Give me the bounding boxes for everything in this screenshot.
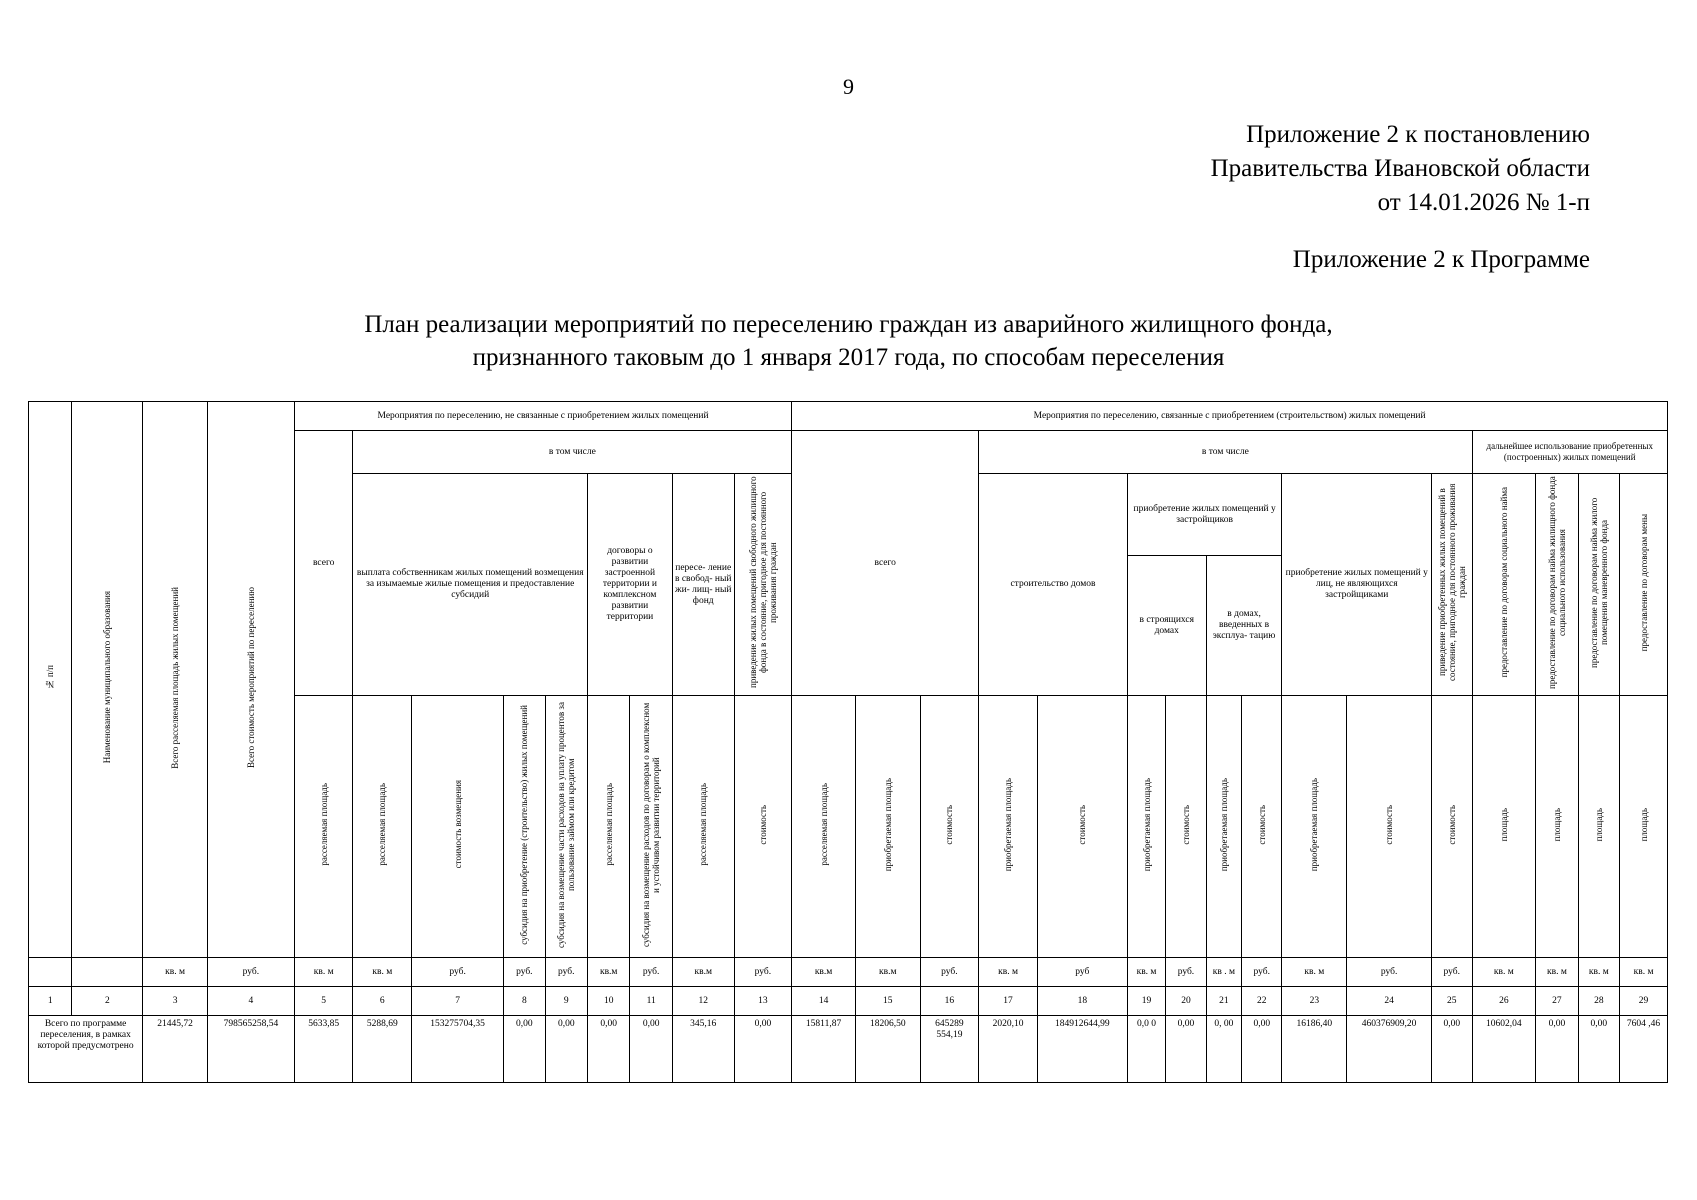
header-number: № п/п <box>29 402 72 958</box>
units-cell: руб. <box>1432 958 1472 987</box>
table-cell: 2020,10 <box>979 1016 1038 1083</box>
purchase-from-developers: приобретение жилых помещений у застройщиков <box>1127 474 1282 556</box>
table-cell: 0,00 <box>1578 1016 1619 1083</box>
units-cell: кв. м <box>1127 958 1165 987</box>
column-numbers-row <box>29 987 1668 1016</box>
document-title <box>0 308 1697 374</box>
sub-header-16: стоимость <box>920 696 979 958</box>
table-cell: 0,00 <box>504 1016 545 1083</box>
approval-line-2: Правительства Ивановской области <box>1210 155 1590 182</box>
exchange: предоставление по договорам мены <box>1620 474 1668 696</box>
approval-block <box>1211 118 1590 220</box>
header-municipality: Наименование муниципального образования <box>72 402 143 958</box>
units-cell: кв.м <box>792 958 856 987</box>
units-cell: руб. <box>630 958 672 987</box>
col-number: 29 <box>1620 987 1668 1016</box>
table-cell: 5633,85 <box>294 1016 353 1083</box>
units-cell: руб. <box>920 958 979 987</box>
table-cell: 0,00 <box>734 1016 792 1083</box>
bring-purchased-to-state: приведение приобретенных жилых помещений в состояние, пригодное для постоянного проживания граждан <box>1432 474 1472 696</box>
group-not-related: Мероприятия по переселению, не связанные с приобретением жилых помещений <box>294 402 791 431</box>
col-number: 25 <box>1432 987 1472 1016</box>
col-number: 12 <box>672 987 734 1016</box>
col-number: 10 <box>587 987 629 1016</box>
units-cell: руб. <box>545 958 587 987</box>
units-cell: руб <box>1037 958 1127 987</box>
sub-header-18: стоимость <box>1037 696 1127 958</box>
col-number: 27 <box>1536 987 1578 1016</box>
sub-header-22: стоимость <box>1242 696 1282 958</box>
col-number: 2 <box>72 987 143 1016</box>
units-cell: руб. <box>734 958 792 987</box>
table-cell: 21445,72 <box>143 1016 208 1083</box>
col-number: 19 <box>1127 987 1165 1016</box>
approval-line-3: от 14.01.2026 № 1-п <box>1377 189 1590 216</box>
sub-header-17: приобретаемая площадь <box>979 696 1038 958</box>
table-cell: 5288,69 <box>353 1016 412 1083</box>
units-cell: кв . м <box>1206 958 1241 987</box>
sub-header-20: стоимость <box>1166 696 1206 958</box>
sub-header-24: стоимость <box>1347 696 1432 958</box>
units-cell: кв. м <box>353 958 412 987</box>
sub-header-13: стоимость <box>734 696 792 958</box>
sub-header-29: площадь <box>1620 696 1668 958</box>
further-use: дальнейшее использование приобретенных (построенных) жилых помещений <box>1472 431 1668 474</box>
in-building: в строящихся домах <box>1127 556 1206 696</box>
col-number: 21 <box>1206 987 1241 1016</box>
col-number: 4 <box>207 987 294 1016</box>
units-cell: кв. м <box>1472 958 1536 987</box>
col-number: 18 <box>1037 987 1127 1016</box>
sub-header-8: субсидия на приобретение (строительство) жилых помещений <box>504 696 545 958</box>
col-number: 26 <box>1472 987 1536 1016</box>
col-number: 20 <box>1166 987 1206 1016</box>
sub-header-28: площадь <box>1578 696 1619 958</box>
title-line-2: признанного таковым до 1 января 2017 года, по способам переселения <box>472 344 1225 371</box>
units-cell: кв.м <box>855 958 920 987</box>
col-number: 22 <box>1242 987 1282 1016</box>
table-cell: 18206,50 <box>855 1016 920 1083</box>
units-cell <box>72 958 143 987</box>
table-cell: 0,00 <box>1536 1016 1578 1083</box>
units-cell: руб. <box>504 958 545 987</box>
units-cell: руб. <box>1166 958 1206 987</box>
table-cell: 0,00 <box>545 1016 587 1083</box>
table-cell: 184912644,99 <box>1037 1016 1127 1083</box>
rent-maneuver: предоставление по договорам найма жилого помещения маневренного фонда <box>1578 474 1619 696</box>
page-number: 9 <box>843 74 854 99</box>
col-number: 11 <box>630 987 672 1016</box>
title-line-1: План реализации мероприятий по переселению граждан из аварийного жилищного фонда, <box>364 311 1333 338</box>
col-number: 17 <box>979 987 1038 1016</box>
table-cell: 645289 554,19 <box>920 1016 979 1083</box>
col-number: 16 <box>920 987 979 1016</box>
sub-header-23: приобретаемая площадь <box>1282 696 1347 958</box>
units-cell: кв. м <box>1536 958 1578 987</box>
group-related: Мероприятия по переселению, связанные с приобретением (строительством) жилых помещений <box>792 402 1668 431</box>
col-number: 14 <box>792 987 856 1016</box>
approval-line-1: Приложение 2 к постановлению <box>1246 121 1590 148</box>
col-number: 23 <box>1282 987 1347 1016</box>
table-cell: 15811,87 <box>792 1016 856 1083</box>
table-cell: 0,00 <box>1166 1016 1206 1083</box>
units-cell: кв. м <box>1620 958 1668 987</box>
header-total-area: Всего расселяемая площадь жилых помещений <box>143 402 208 958</box>
units-cell: руб. <box>1242 958 1282 987</box>
build-houses: строительство домов <box>979 474 1128 696</box>
table-cell: 0,00 <box>1242 1016 1282 1083</box>
units-cell <box>29 958 72 987</box>
sub-header-21: приобретаемая площадь <box>1206 696 1241 958</box>
units-cell: кв.м <box>672 958 734 987</box>
row-total-label: Всего по программе переселения, в рамках которой предусмотрено <box>29 1016 143 1083</box>
col-number: 9 <box>545 987 587 1016</box>
table-cell: 0,00 <box>1432 1016 1472 1083</box>
not-related-total: всего <box>294 431 353 696</box>
table-cell: 0,00 <box>587 1016 629 1083</box>
sub-header-6: расселяемая площадь <box>353 696 412 958</box>
units-cell: кв. м <box>294 958 353 987</box>
col-number: 8 <box>504 987 545 1016</box>
sub-header-7: стоимость возмещения <box>412 696 504 958</box>
sub-header-12: расселяемая площадь <box>672 696 734 958</box>
social-rent: предоставление по договорам социального найма <box>1472 474 1536 696</box>
sub-header-9: субсидия на возмещение части расходов на уплату процентов за пользование займом или кредитом <box>545 696 587 958</box>
units-cell: кв. м <box>1578 958 1619 987</box>
col-number: 28 <box>1578 987 1619 1016</box>
col-number: 7 <box>412 987 504 1016</box>
table-cell: 0,00 <box>630 1016 672 1083</box>
units-cell: кв.м <box>587 958 629 987</box>
bring-to-state: приведение жилых помещений свободного жилищного фонда в состояние, пригодное для постоянного проживания граждан <box>734 474 792 696</box>
table-cell: 7604 ,46 <box>1620 1016 1668 1083</box>
sub-header-11: субсидия на возмещение расходов по договорам о комплексном и устойчивом развитии территорий <box>630 696 672 958</box>
development-contracts: договоры о развитии застроенной территории и комплексном развитии территории <box>587 474 672 696</box>
units-cell: руб. <box>412 958 504 987</box>
sub-header-27: площадь <box>1536 696 1578 958</box>
compensation: выплата собственникам жилых помещений возмещения за изымаемые жилые помещения и предоставление субсидий <box>353 474 588 696</box>
table-cell: 460376909,20 <box>1347 1016 1432 1083</box>
units-row <box>29 958 1668 987</box>
not-related-including: в том числе <box>353 431 792 474</box>
sub-header-5: расселяемая площадь <box>294 696 353 958</box>
related-including: в том числе <box>979 431 1472 474</box>
sub-header-19: приобретаемая площадь <box>1127 696 1165 958</box>
sub-header-14: расселяемая площадь <box>792 696 856 958</box>
table-cell: 0,0 0 <box>1127 1016 1165 1083</box>
units-cell: кв. м <box>1282 958 1347 987</box>
units-cell: руб. <box>207 958 294 987</box>
units-cell: кв. м <box>979 958 1038 987</box>
free-fund: пересе- ление в свобод- ный жи- лищ- ный фонд <box>672 474 734 696</box>
rent-social-use: предоставление по договорам найма жилищного фонда социального использования <box>1536 474 1578 696</box>
units-cell: руб. <box>1347 958 1432 987</box>
table-cell: 0, 00 <box>1206 1016 1241 1083</box>
col-number: 5 <box>294 987 353 1016</box>
related-total: всего <box>792 431 979 696</box>
table-cell: 345,16 <box>672 1016 734 1083</box>
table-cell: 798565258,54 <box>207 1016 294 1083</box>
col-number: 15 <box>855 987 920 1016</box>
program-annex: Приложение 2 к Программе <box>1292 246 1590 273</box>
col-number: 13 <box>734 987 792 1016</box>
col-number: 6 <box>353 987 412 1016</box>
table-cell: 153275704,35 <box>412 1016 504 1083</box>
sub-header-10: расселяемая площадь <box>587 696 629 958</box>
table-row <box>29 1016 1668 1083</box>
sub-header-25: стоимость <box>1432 696 1472 958</box>
table-cell: 16186,40 <box>1282 1016 1347 1083</box>
in-commissioned: в домах, введенных в эксплуа- тацию <box>1206 556 1282 696</box>
sub-header-26: площадь <box>1472 696 1536 958</box>
col-number: 24 <box>1347 987 1432 1016</box>
table-cell: 10602,04 <box>1472 1016 1536 1083</box>
header-total-cost: Всего стоимость мероприятий по переселению <box>207 402 294 958</box>
units-cell: кв. м <box>143 958 208 987</box>
resettlement-plan-table <box>28 401 1668 1083</box>
sub-header-15: приобретаемая площадь <box>855 696 920 958</box>
col-number: 1 <box>29 987 72 1016</box>
col-number: 3 <box>143 987 208 1016</box>
purchase-from-non-developers: приобретение жилых помещений у лиц, не являющихся застройщиками <box>1282 474 1432 696</box>
